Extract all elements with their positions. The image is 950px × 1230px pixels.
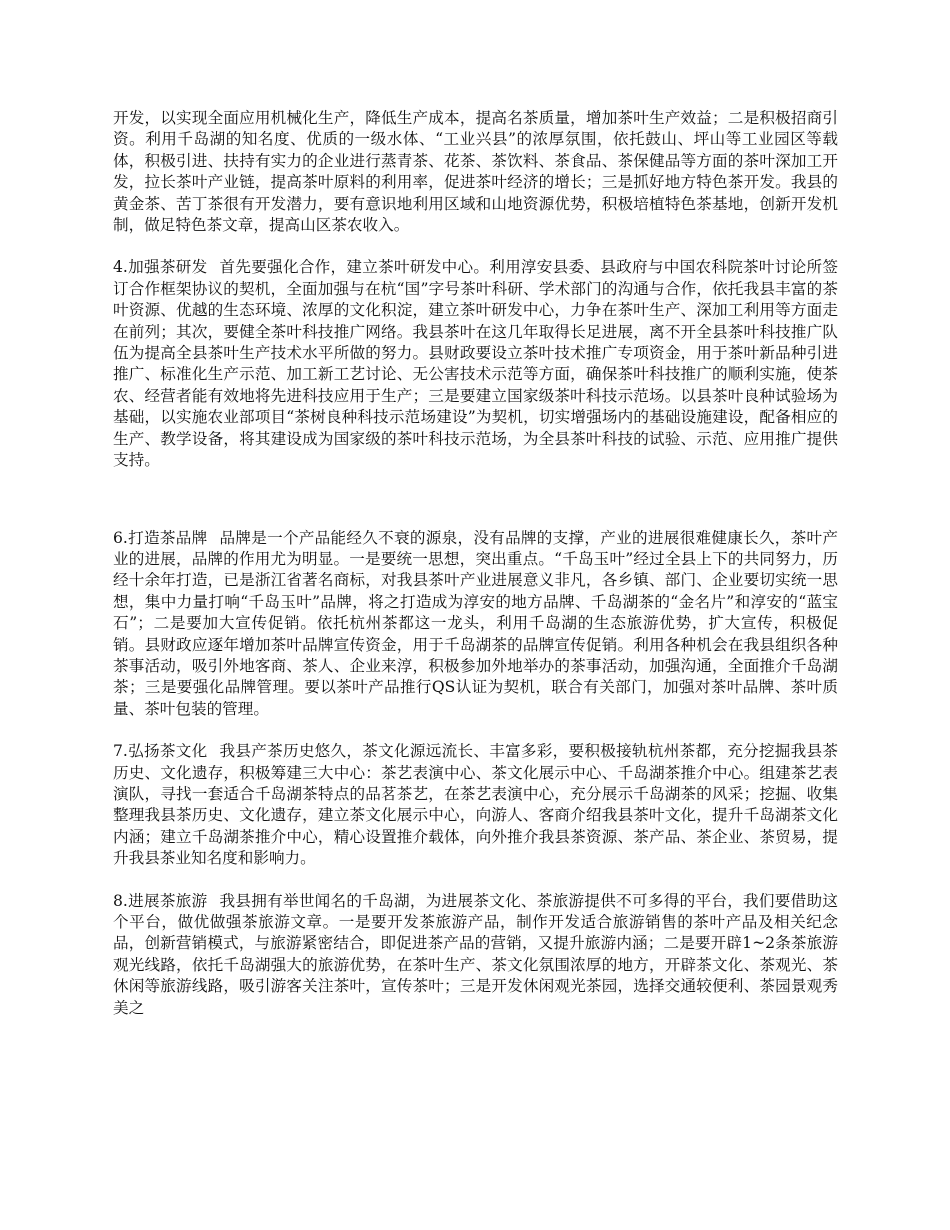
- document-page: [113, 108, 838, 1040]
- paragraph-text: 开发，以实现全面应用机械化生产，降低生产成本，提高名茶质量，增加茶叶生产效益；二是积极招商引资。利用千岛湖的知名度、优质的一级水体、“工业兴县”的浓厚氛围，依托鼓山、坪山等工业园区等载体，积极引进、扶持有实力的企业进行蒸青茶、花茶、茶饮料、茶食品、茶保健品等方面的茶叶深加工开发，拉长茶叶产业链，提高茶叶原料的利用率，促进茶叶经济的增长；三是抓好地方特色茶开发。我县的黄金茶、苦丁茶很有开发潜力，要有意识地利用区域和山地资源优势，积极培植特色茶基地，创新开发机制，做足特色茶文章，提高山区茶农收入。: [113, 109, 838, 235]
- paragraph-heading: 6.打造茶品牌: [113, 528, 208, 547]
- paragraph-text: 首先要强化合作，建立茶叶研发中心。利用淳安县委、县政府与中国农科院茶叶讨论所签订合作框架协议的契机，全面加强与在杭“国”字号茶叶科研、学术部门的沟通与合作，依托我县丰富的茶叶资源、优越的生态环境、浓厚的文化积淀，建立茶叶研发中心，力争在茶叶生产、深加工利用等方面走在前列；其次，要健全茶叶科技推广网络。我县茶叶在这几年取得长足进展，离不开全县茶叶科技推广队伍为提高全县茶叶生产技术水平所做的努力。县财政要设立茶叶技术推广专项资金，用于茶叶新品种引进推广、标准化生产示范、加工新工艺讨论、无公害技术示范等方面，确保茶叶科技推广的顺利实施，使茶农、经营者能有效地将先进科技应用于生产；三是要建立国家级茶叶科技示范场。以县茶叶良种试验场为基础，以实施农业部项目“茶树良种科技示范场建设”为契机，切实增强场内的基础设施建设，配备相应的生产、教学设备，将其建设成为国家级的茶叶科技示范场，为全县茶叶科技的试验、示范、应用推广提供支持。: [113, 258, 838, 470]
- paragraph-heading: 7.弘扬茶文化: [113, 742, 208, 761]
- paragraph-tea-tourism: [113, 891, 838, 1019]
- paragraph-text: 我县拥有举世闻名的千岛湖，为进展茶文化、茶旅游提供不可多得的平台，我们要借助这个平台，做优做强茶旅游文章。一是要开发茶旅游产品，制作开发适合旅游销售的茶叶产品及相关纪念品，创新营销模式，与旅游紧密结合，即促进茶产品的营销，又提升旅游内涵；二是要开辟1~2条茶旅游观光线路，依托千岛湖强大的旅游优势，在茶叶生产、茶文化氛围浓厚的地方，开辟茶文化、茶观光、茶休闲等旅游线路，吸引游客关注茶叶，宣传茶叶；三是开发休闲观光茶园，选择交通较便利、茶园景观秀美之: [113, 891, 838, 1017]
- paragraph-text: 我县产茶历史悠久，茶文化源远流长、丰富多彩，要积极接轨杭州茶都，充分挖掘我县茶历史、文化遗存，积极筹建三大中心：茶艺表演中心、茶文化展示中心、千岛湖茶推介中心。组建茶艺表演队，寻找一套适合千岛湖茶特点的品茗茶艺，在茶艺表演中心，充分展示千岛湖茶的风采；挖掘、收集整理我县茶历史、文化遗存，建立茶文化展示中心，向游人、客商介绍我县茶叶文化，提升千岛湖茶文化内涵；建立千岛湖茶推介中心，精心设置推介载体，向外推介我县茶资源、茶产品、茶企业、茶贸易，提升我县茶业知名度和影响力。: [113, 742, 838, 868]
- paragraph-heading: 4.加强茶研发: [113, 258, 208, 277]
- paragraph-tea-culture: [113, 741, 838, 869]
- paragraph-intro: [113, 108, 838, 236]
- paragraph-text: 品牌是一个产品能经久不衰的源泉，没有品牌的支撑，产业的进展很难健康长久，茶叶产业的进展，品牌的作用尤为明显。一是要统一思想，突出重点。“千岛玉叶”经过全县上下的共同努力，历经十余年打造，已是浙江省著名商标，对我县茶叶产业进展意义非凡，各乡镇、部门、企业要切实统一思想，集中力量打响“千岛玉叶”品牌，将之打造成为淳安的地方品牌、千岛湖茶的“金名片”和淳安的“蓝宝石”；二是要加大宣传促销。依托杭州茶都这一龙头，利用千岛湖的生态旅游优势，扩大宣传，积极促销。县财政应逐年增加茶叶品牌宣传资金，用于千岛湖茶的品牌宣传促销。利用各种机会在我县组织各种茶事活动，吸引外地客商、茶人、企业来淳，积极参加外地举办的茶事活动，加强沟通，全面推介千岛湖茶；三是要强化品牌管理。要以茶叶产品推行QS认证为契机，联合有关部门，加强对茶叶品牌、茶叶质量、茶叶包装的管理。: [113, 528, 838, 718]
- paragraph-tea-brand: [113, 528, 838, 721]
- paragraph-tea-research: [113, 257, 838, 471]
- paragraph-heading: 8.进展茶旅游: [113, 891, 208, 910]
